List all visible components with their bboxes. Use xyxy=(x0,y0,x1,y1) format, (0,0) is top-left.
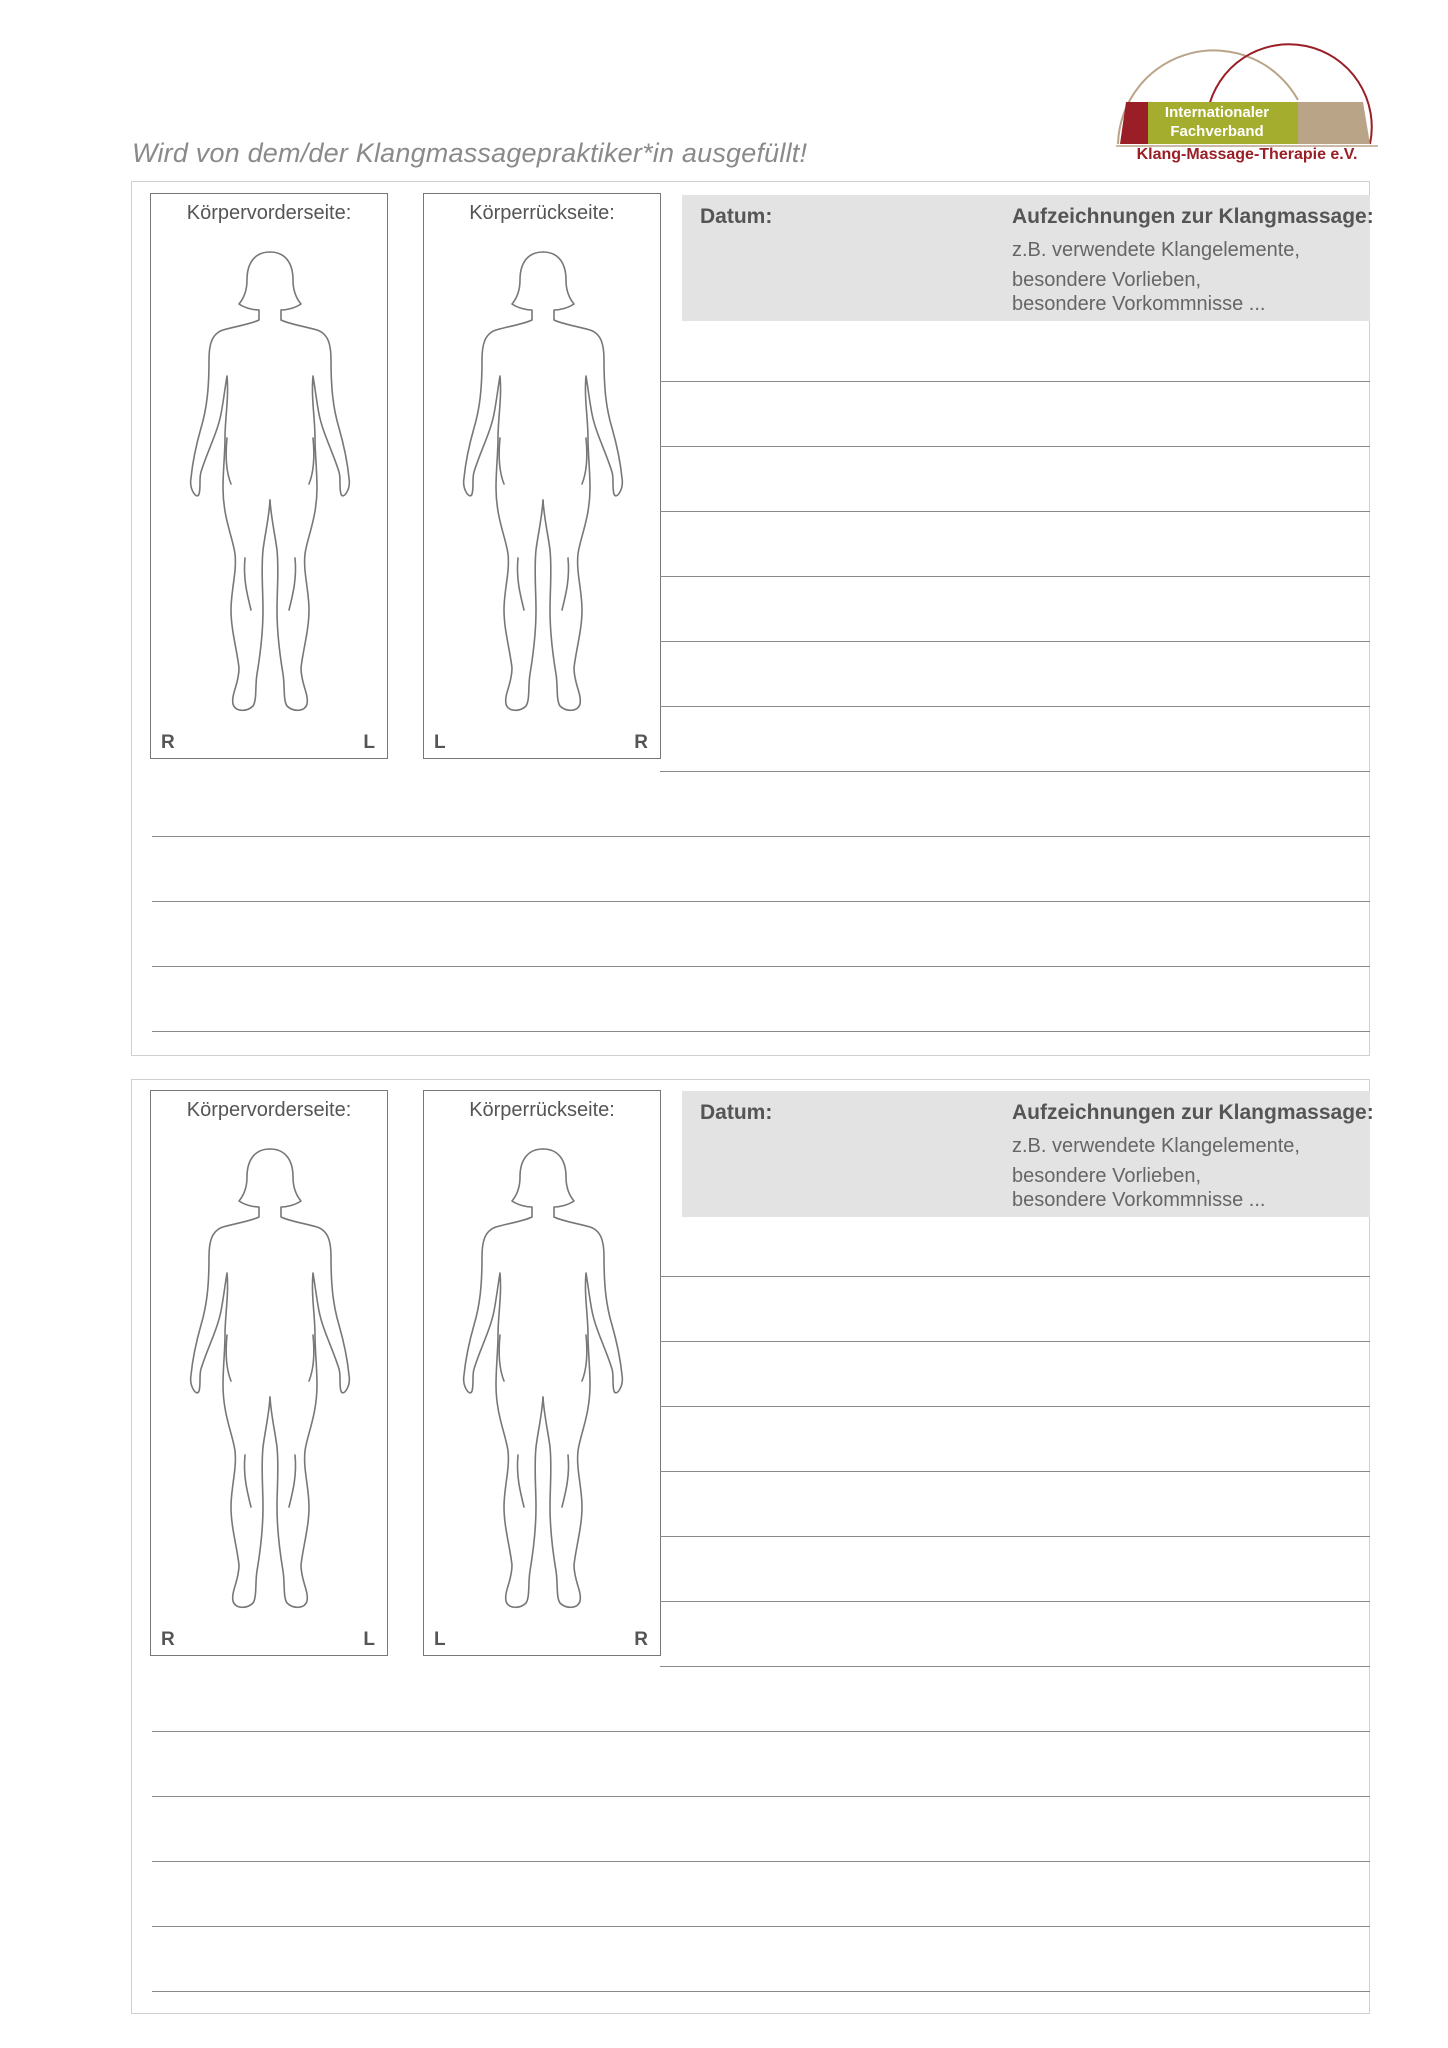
write-line[interactable] xyxy=(152,1731,1370,1732)
logo-line-1: Internationaler xyxy=(1164,104,1270,121)
write-line[interactable] xyxy=(660,1666,1370,1667)
write-line[interactable] xyxy=(660,1276,1370,1277)
write-line[interactable] xyxy=(660,706,1370,707)
side-label-right: L xyxy=(363,1629,375,1650)
notes-hint-1: z.B. verwendete Klangelemente, xyxy=(1012,1135,1300,1157)
form-instruction: Wird von dem/der Klangmassagepraktiker*in ausgefüllt! xyxy=(132,138,808,168)
front-body-chart xyxy=(150,1090,388,1656)
write-line[interactable] xyxy=(152,1796,1370,1797)
write-line[interactable] xyxy=(152,1926,1370,1927)
date-label: Datum: xyxy=(700,1101,773,1124)
write-line[interactable] xyxy=(660,1406,1370,1407)
side-label-right: R xyxy=(634,732,648,753)
write-line[interactable] xyxy=(660,511,1370,512)
write-line[interactable] xyxy=(152,836,1370,837)
write-line[interactable] xyxy=(660,1536,1370,1537)
write-line[interactable] xyxy=(660,1341,1370,1342)
write-line[interactable] xyxy=(660,771,1370,772)
side-label-left: R xyxy=(161,1629,175,1650)
notes-title: Aufzeichnungen zur Klangmassage: xyxy=(1012,1101,1374,1124)
date-label: Datum: xyxy=(700,205,773,228)
side-label-left: L xyxy=(434,732,446,753)
body-outline-icon xyxy=(187,238,353,728)
back-body-chart xyxy=(423,1090,661,1656)
write-line[interactable] xyxy=(660,446,1370,447)
front-title: Körpervorderseite: xyxy=(186,1099,352,1121)
write-line[interactable] xyxy=(660,1471,1370,1472)
notes-hint-2: besondere Vorlieben, xyxy=(1012,1165,1202,1187)
body-outline-icon xyxy=(460,238,626,728)
write-line[interactable] xyxy=(660,381,1370,382)
side-label-left: R xyxy=(161,732,175,753)
body-outline-icon xyxy=(460,1135,626,1625)
back-title: Körperrückseite: xyxy=(469,1099,615,1121)
write-line[interactable] xyxy=(152,1031,1370,1032)
front-body-chart xyxy=(150,193,388,759)
side-label-right: R xyxy=(634,1629,648,1650)
logo-line-2: Fachverband xyxy=(1170,123,1264,140)
notes-hint-3: besondere Vorkommnisse ... xyxy=(1012,293,1266,315)
write-line[interactable] xyxy=(152,901,1370,902)
notes-hint-1: z.B. verwendete Klangelemente, xyxy=(1012,239,1300,261)
notes-header xyxy=(682,195,1374,321)
side-label-right: L xyxy=(363,732,375,753)
write-line[interactable] xyxy=(152,1991,1370,1992)
write-line[interactable] xyxy=(660,641,1370,642)
notes-title: Aufzeichnungen zur Klangmassage: xyxy=(1012,205,1374,228)
front-title: Körpervorderseite: xyxy=(186,202,352,224)
back-title: Körperrückseite: xyxy=(469,202,615,224)
back-body-chart xyxy=(423,193,661,759)
body-outline-icon xyxy=(187,1135,353,1625)
notes-header xyxy=(682,1091,1374,1217)
notes-hint-3: besondere Vorkommnisse ... xyxy=(1012,1189,1266,1211)
write-line[interactable] xyxy=(152,966,1370,967)
write-line[interactable] xyxy=(660,576,1370,577)
side-label-left: L xyxy=(434,1629,446,1650)
write-line[interactable] xyxy=(152,1861,1370,1862)
notes-hint-2: besondere Vorlieben, xyxy=(1012,269,1202,291)
write-line[interactable] xyxy=(660,1601,1370,1602)
logo-line-3: Klang-Massage-Therapie e.V. xyxy=(1136,146,1358,163)
